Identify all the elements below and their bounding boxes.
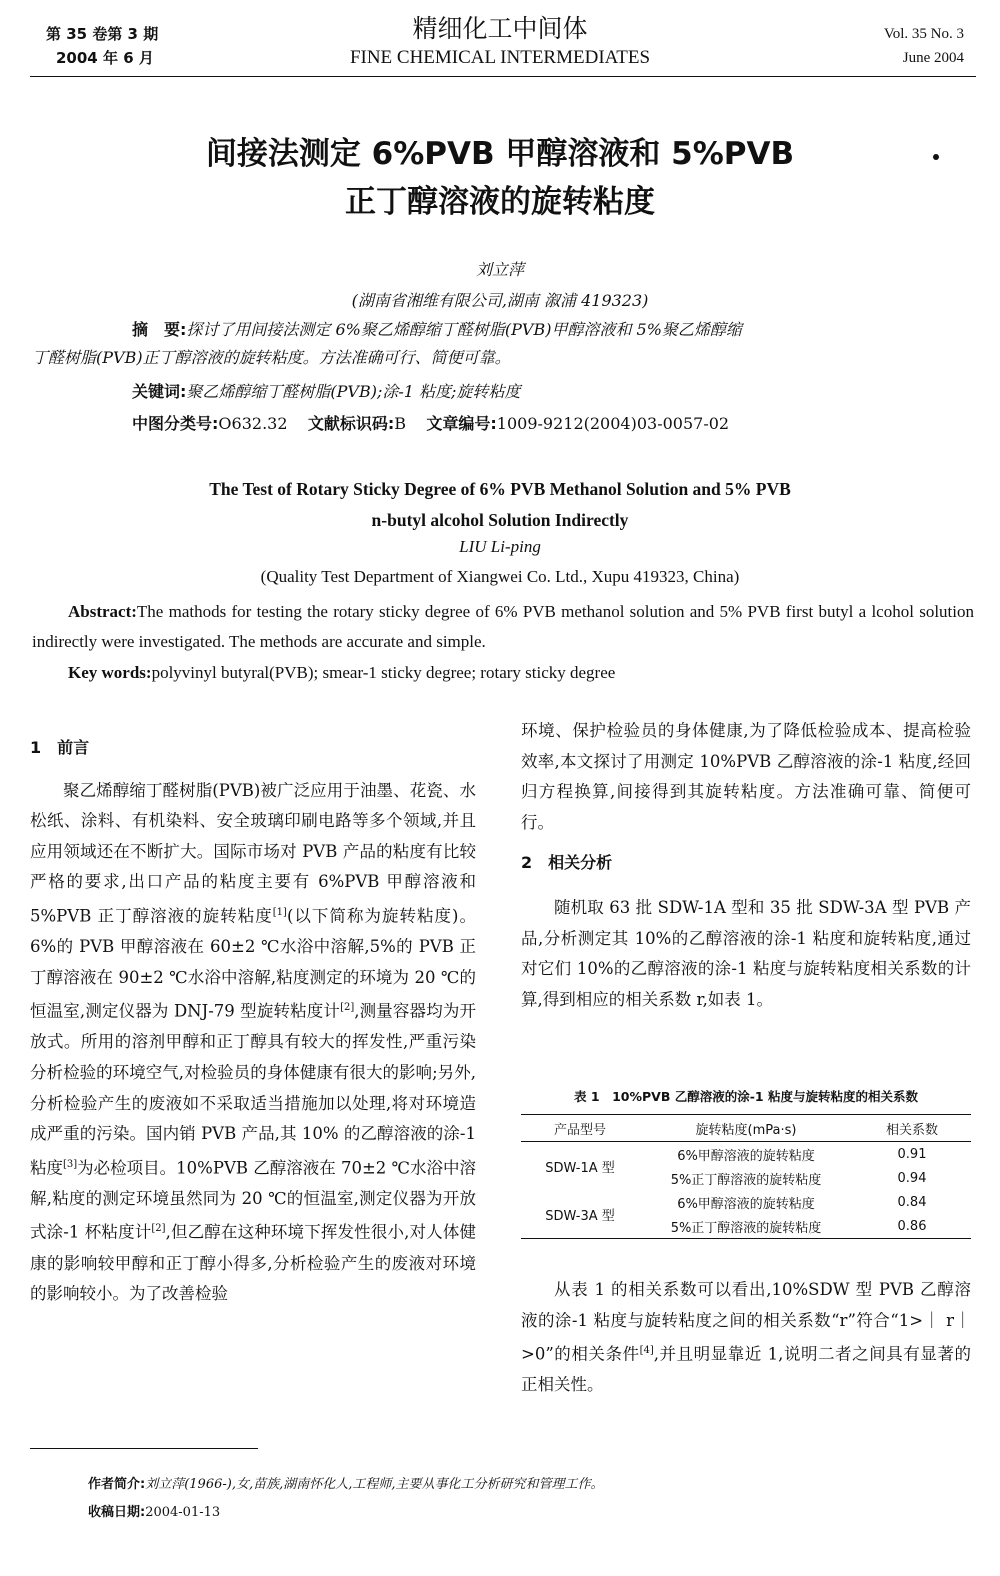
citation-2[interactable]: [2] [340,1002,355,1014]
received-date-value: 2004-01-13 [145,1505,221,1520]
author-bio [88,1472,604,1498]
citation-1[interactable]: [1] [272,906,287,918]
author-bio-text: 刘立萍(1966-),女,苗族,湖南怀化人,工程师,主要从事化工分析研究和管理工作。 [145,1477,604,1492]
journal-name-cn: 精细化工中间体 [412,14,588,43]
clc-label: 中图分类号: [132,414,219,433]
article-number-label: 文章编号: [426,414,497,433]
header-correlation: 相关系数 [853,1115,971,1142]
section-1-continuation: 环境、保护检验员的身体健康,为了降低检验成本、提高检验效率,本文探讨了用测定 10%PVB 乙醇溶液的涂-1 粘度,经回归方程换算,间接得到其旋转粘度。方法准确可靠、简便可行。 [521,721,971,832]
keywords-en-text: polyvinyl butyral(PVB); smear-1 sticky degree; rotary sticky degree [151,663,616,682]
section-2-paragraph-2-block [521,1275,971,1401]
viscosity-cell: 5%正丁醇溶液的旋转粘度 [670,1172,822,1188]
header-rule [30,76,976,77]
doc-code-label: 文献标识码: [307,414,395,433]
keywords-cn-text: 聚乙烯醇缩丁醛树脂(PVB);涂-1 粘度;旋转粘度 [186,382,521,401]
title-line-2: 正丁醇溶液的旋转粘度 [345,184,655,220]
section-1-heading: 1 前言 [30,738,90,757]
keywords-cn [32,378,972,406]
section-2-paragraph-1: 随机取 63 批 SDW-1A 型和 35 批 SDW-3A 型 PVB 产品,分析测定其 10%的乙醇溶液的涂-1 粘度和旋转粘度,通过对它们 10%的乙醇溶液的涂-1 粘度与旋转粘度相关系数的计算,得到相应的相关系数 r,如表 1。 [521,897,971,1009]
viscosity-cell: 5%正丁醇溶液的旋转粘度 [639,1214,853,1239]
keywords-en-label: Key words: [68,663,152,682]
section-1-text-b: (以下简称为旋转粘度)。6%的 PVB 甲醇溶液在 60±2 ℃水浴中溶解,5%的 PVB 正丁醇溶液在 90±2 ℃水浴中溶解,粘度测定的环境为 20 ℃的恒温室,测定仪器为 DNJ-79 型旋转粘度计 [30,906,476,1021]
stray-dot [933,154,939,160]
abstract-cn-line-2: 丁醛树脂(PVB)正丁醇溶液的旋转粘度。方法准确可行、简便可靠。 [32,348,511,367]
section-2-text-a: 从表 1 的相关系数可以看出,10%SDW 型 PVB 乙醇溶液的涂-1 粘度与旋转粘度之间的相关系数“r”符合“1>｜ r｜ >0”的相关条件 [521,1280,971,1364]
article-number-value: 1009-9212(2004)03-0057-02 [496,414,730,433]
journal-name [0,12,1000,70]
paper-title-cn [0,130,1000,226]
abstract-en-text: The mathods for testing the rotary sticky degree of 6% PVB methanol solution and 5% PVB first butyl a lcohol solution indirectly were investigated. The methods are accurate and simple. [32,602,974,651]
abstract-cn-line-1 [32,316,972,344]
section-2-paragraph-2 [521,1275,971,1401]
right-column [521,716,971,1015]
keywords-en [32,658,974,688]
section-1-text-c: ,测量容器均为开放式。所用的溶剂甲醇和正丁醇具有较大的挥发性,严重污染分析检验的环境空气,对检验员的身体健康有很大的影响;另外,分析检验产生的废液如不采取适当措施加以处理,将对环境造成严重的污染。国内销 PVB 产品,其 10% 的乙醇溶液的涂-1 粘度 [30,1001,476,1178]
correlation-cell: 0.84 [897,1194,927,1210]
received-date-label: 收稿日期: [88,1505,146,1520]
abstract-en-label: Abstract: [68,602,137,621]
author-en: LIU Li-ping [459,537,541,556]
keywords-cn-label: 关键词: [132,382,187,401]
correlation-cell: 0.91 [897,1146,927,1162]
viscosity-cell: 6%甲醇溶液的旋转粘度 [677,1148,815,1164]
journal-name-en: FINE CHEMICAL INTERMEDIATES [349,47,651,68]
affiliation-cn: (湖南省湘维有限公司,湖南 溆浦 419323) [351,291,649,310]
volume-en: Vol. 35 No. 3 [883,26,964,42]
product-sdw-1a: SDW-1A 型 [545,1160,615,1176]
title-en-line-1: The Test of Rotary Sticky Degree of 6% PVB Methanol Solution and 5% PVB [209,479,791,499]
header-viscosity: 旋转粘度(mPa·s) [639,1115,853,1142]
table-1-caption: 表 1 10%PVB 乙醇溶液的涂-1 粘度与旋转粘度的相关系数 [574,1089,918,1104]
affiliation-en: (Quality Test Department of Xiangwei Co. Ltd., Xupu 419323, China) [260,567,740,586]
paper-title-en [0,474,1000,536]
section-1-text-d: 为必检项目。10%PVB 乙醇溶液在 70±2 ℃水浴中溶解,粘度的测定环境虽然同为 20 ℃的恒温室,测定仪器为开放式涂-1 杯粘度计 [30,1158,476,1242]
title-en-line-2: n-butyl alcohol Solution Indirectly [371,510,629,530]
table-row [521,1142,971,1167]
correlation-cell: 0.86 [853,1214,971,1239]
classification-line [32,410,972,438]
section-1-text-a: 聚乙烯醇缩丁醛树脂(PVB)被广泛应用于油墨、花瓷、水松纸、涂料、有机染料、安全玻璃印刷电路等多个领域,并且应用领域还在不断扩大。国际市场对 PVB 产品的粘度有比较严格的要求,出口产品的粘度主要有 6%PVB 甲醇溶液和 5%PVB 正丁醇溶液的旋转粘度 [30,780,476,926]
table-header-row [521,1115,971,1142]
issue-info-en [884,22,964,70]
header-product: 产品型号 [521,1115,639,1142]
table-row [521,1190,971,1214]
title-line-1: 间接法测定 6%PVB 甲醇溶液和 5%PVB [205,136,795,172]
received-date [88,1500,220,1526]
footnote-rule [30,1448,258,1449]
citation-4[interactable]: [2] [151,1223,166,1235]
doc-code-value: B [394,414,407,433]
section-2-heading: 2 相关分析 [521,853,613,873]
table-1 [521,1114,971,1239]
section-1-paragraph [30,776,476,1310]
author-bio-label: 作者简介: [88,1477,146,1492]
citation-5[interactable]: [4] [639,1345,654,1357]
clc-value: O632.32 [218,414,288,433]
section-2-text-b: ,并且明显靠近 1,说明二者之间具有显著的正相关性。 [521,1344,971,1395]
viscosity-cell: 6%甲醇溶液的旋转粘度 [677,1196,815,1212]
issue-number-cn: 第 35 卷第 3 期 [46,25,159,43]
issue-date-en: June 2004 [902,50,964,66]
correlation-cell: 0.94 [897,1170,927,1186]
section-1-text-e: ,但乙醇在这种环境下挥发性很小,对人体健康的影响较甲醇和正丁醇小得多,分析检验产生的废液对环境的影响较小。为了改善检验 [30,1222,476,1304]
author-cn: 刘立萍 [475,260,524,279]
left-column [30,733,476,1310]
abstract-cn-label: 摘 要: [132,320,187,339]
abstract-cn-text-1: 探讨了用间接法测定 6%聚乙烯醇缩丁醛树脂(PVB)甲醇溶液和 5%聚乙烯醇缩 [186,320,742,339]
issue-date-cn: 2004 年 6 月 [56,49,154,67]
product-sdw-3a: SDW-3A 型 [521,1190,639,1239]
citation-3[interactable]: [3] [63,1158,78,1170]
abstract-en [32,597,974,657]
